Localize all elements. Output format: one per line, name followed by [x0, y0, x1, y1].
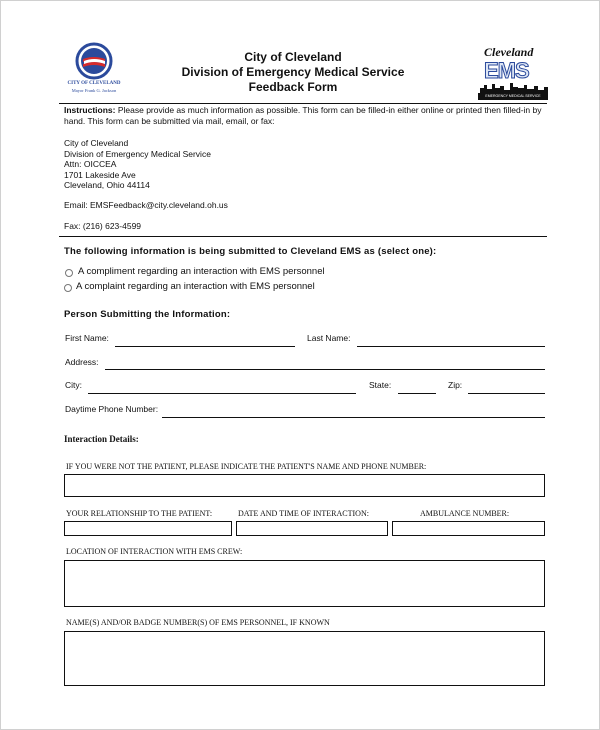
- radio-compliment[interactable]: [65, 269, 73, 277]
- logo-banner: EMERGENCY MEDICAL SERVICE: [478, 93, 548, 100]
- last-name-field[interactable]: [357, 346, 545, 347]
- personnel-field[interactable]: [64, 631, 545, 686]
- relationship-label: YOUR RELATIONSHIP TO THE PATIENT:: [66, 509, 213, 518]
- patient-label: IF YOU WERE NOT THE PATIENT, PLEASE INDICATE THE PATIENT'S NAME AND PHONE NUMBER:: [66, 462, 427, 471]
- city-of-cleveland-logo: [61, 41, 127, 96]
- relationship-field[interactable]: [64, 521, 232, 536]
- first-name-field[interactable]: [115, 346, 295, 347]
- divider-mid: [59, 236, 547, 237]
- address-line: Attn: OICCEA: [64, 159, 117, 169]
- instructions: [64, 105, 544, 126]
- cleveland-ems-logo: [478, 45, 550, 103]
- person-heading: Person Submitting the Information:: [64, 309, 231, 320]
- address-line: 1701 Lakeside Ave: [64, 169, 136, 180]
- location-field[interactable]: [64, 560, 545, 607]
- city-seal-icon: [61, 41, 127, 81]
- address-line: Cleveland, Ohio 44114: [64, 180, 150, 190]
- logo-subtitle: Mayor Frank G. Jackson: [71, 88, 117, 93]
- instructions-text: Please provide as much information as possible. This form can be filled-in either online or printed then filled-in by hand. This form can be submitted via mail, email, or fax:: [64, 105, 542, 126]
- address-line: City of Cleveland: [64, 138, 129, 148]
- instructions-label: Instructions:: [64, 105, 116, 115]
- logo-text: CITY OF CLEVELAND: [67, 81, 121, 86]
- divider-top: [59, 103, 547, 104]
- ambulance-label: AMBULANCE NUMBER:: [420, 509, 510, 518]
- ambulance-field[interactable]: [392, 521, 545, 536]
- address-label: Address:: [65, 357, 99, 367]
- zip-label: Zip:: [448, 380, 463, 390]
- state-label: State:: [369, 380, 392, 390]
- interaction-heading: Interaction Details:: [64, 434, 139, 444]
- phone-field[interactable]: [162, 417, 545, 418]
- email-contact: Email: EMSFeedback@city.cleveland.oh.us: [64, 200, 228, 210]
- datetime-label: DATE AND TIME OF INTERACTION:: [238, 509, 369, 518]
- option-complaint-label: A complaint regarding an interaction with EMS personnel: [76, 281, 315, 292]
- title-division: Division of Emergency Medical Service: [181, 65, 405, 79]
- submission-type-heading: The following information is being submitted to Cleveland EMS as (select one):: [64, 246, 437, 257]
- city-field[interactable]: [88, 393, 356, 394]
- logo-script: Cleveland: [484, 45, 534, 59]
- personnel-label: NAME(S) AND/OR BADGE NUMBER(S) OF EMS PERSONNEL, IF KNOWN: [66, 618, 330, 627]
- logo-ems: EMS: [484, 58, 529, 83]
- phone-label: Daytime Phone Number:: [65, 404, 159, 414]
- title-city: City of Cleveland: [244, 50, 342, 64]
- address-line: Division of Emergency Medical Service: [64, 148, 211, 159]
- datetime-field[interactable]: [236, 521, 388, 536]
- skyline-icon: [478, 82, 550, 93]
- location-label: LOCATION OF INTERACTION WITH EMS CREW:: [66, 547, 243, 556]
- option-compliment-label: A compliment regarding an interaction with EMS personnel: [78, 266, 325, 277]
- city-label: City:: [65, 380, 82, 390]
- fax-contact: Fax: (216) 623-4599: [64, 221, 142, 231]
- title-form: Feedback Form: [248, 80, 338, 94]
- first-name-label: First Name:: [65, 333, 109, 343]
- patient-field[interactable]: [64, 474, 545, 497]
- mailing-address: [64, 138, 211, 191]
- address-field[interactable]: [105, 369, 545, 370]
- last-name-label: Last Name:: [307, 333, 351, 343]
- radio-complaint[interactable]: [64, 284, 72, 292]
- zip-field[interactable]: [468, 393, 545, 394]
- state-field[interactable]: [398, 393, 436, 394]
